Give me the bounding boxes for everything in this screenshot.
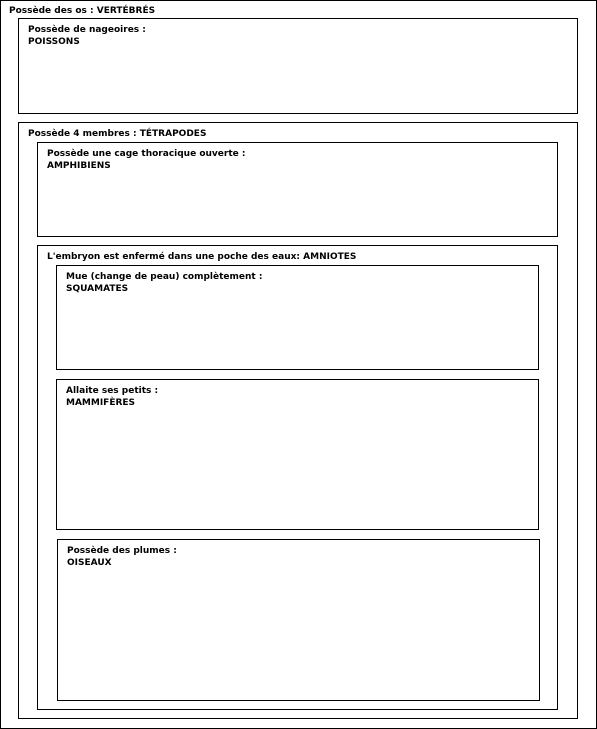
vertebres-label <box>9 5 155 17</box>
oiseaux-criterion: Possède des plumes : <box>67 546 177 556</box>
mammiferes-group: MAMMIFÈRES <box>66 398 136 408</box>
tetrapodes-group: TÉTRAPODES <box>139 129 207 139</box>
vertebres-criterion: Possède des os : <box>9 6 97 16</box>
poissons-criterion: Possède de nageoires : <box>28 25 146 35</box>
amniotes-group: AMNIOTES <box>303 252 357 262</box>
amphibiens-group: AMPHIBIENS <box>47 161 111 171</box>
amphibiens-label <box>47 148 245 172</box>
amniotes-criterion: L'embryon est enfermé dans une poche des eaux: <box>47 252 304 262</box>
poissons-label <box>28 24 146 48</box>
vertebres-group: VERTÉBRÉS <box>96 6 156 16</box>
squamates-criterion: Mue (change de peau) complètement : <box>66 272 263 282</box>
tetrapodes-label <box>28 128 206 140</box>
mammiferes-label <box>66 385 158 409</box>
amphibiens-criterion: Possède une cage thoracique ouverte : <box>47 149 246 159</box>
squamates-group: SQUAMATES <box>66 284 129 294</box>
tetrapodes-criterion: Possède 4 membres : <box>28 129 140 139</box>
oiseaux-label <box>67 545 177 569</box>
amniotes-label <box>47 251 356 263</box>
mammiferes-criterion: Allaite ses petits : <box>66 386 159 396</box>
squamates-label <box>66 271 262 295</box>
poissons-group: POISSONS <box>28 37 80 47</box>
oiseaux-group: OISEAUX <box>67 558 112 568</box>
